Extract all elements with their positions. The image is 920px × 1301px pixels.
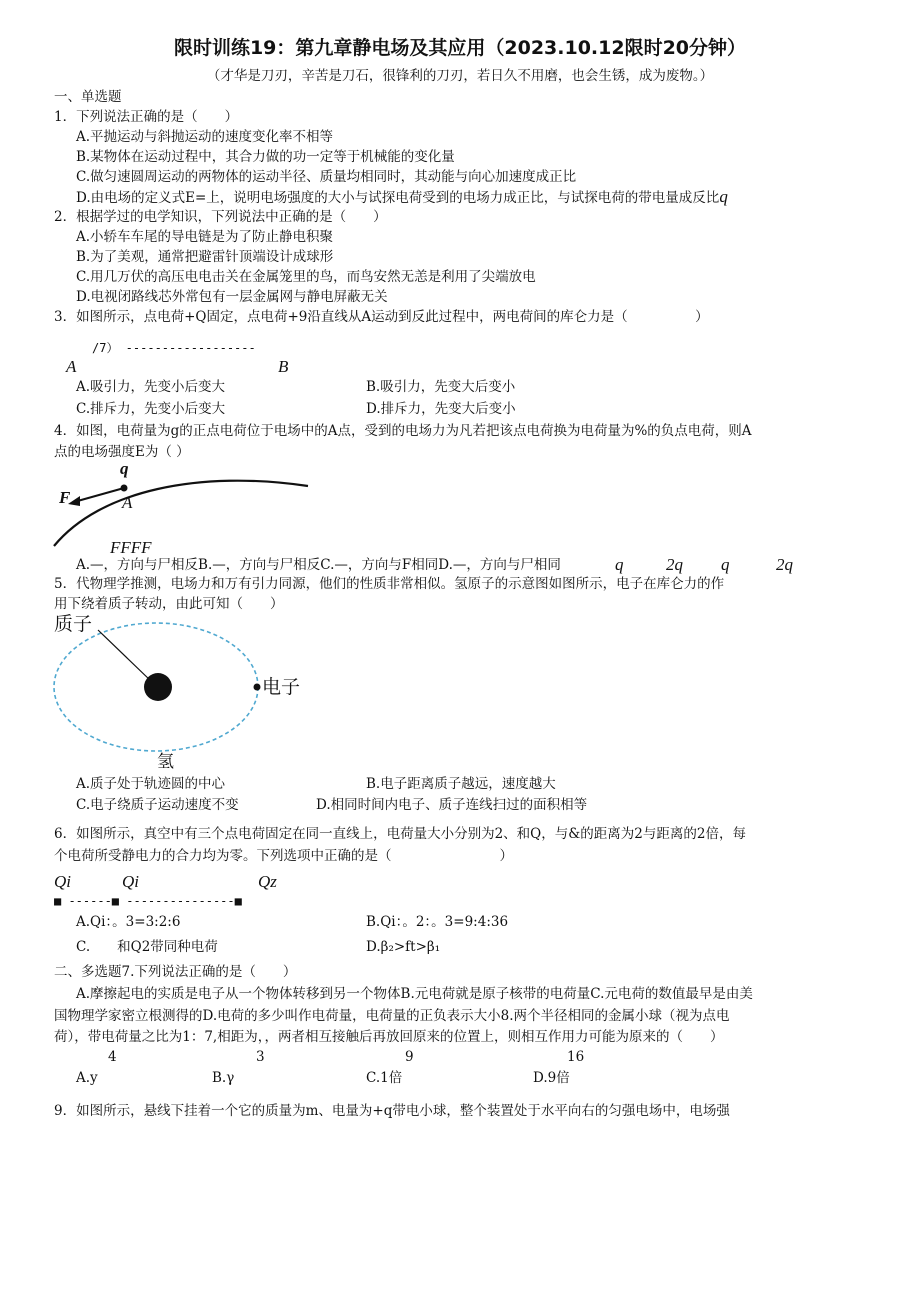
q5-option-c: C.电子绕质子运动速度不变 (76, 797, 239, 813)
q5-label-electron: 电子 (262, 676, 301, 698)
q1-stem: 1．下列说法正确的是（ ） (54, 109, 239, 125)
q5-option-d: D.相同时间内电子、质子连线扫过的面积相等 (316, 797, 588, 813)
q6-stem-cont: 个电荷所受静电力的合力均为零。下列选项中正确的是（ ） (54, 848, 513, 864)
section-heading-single-choice: 一、单选题 (54, 89, 122, 105)
q4-frac-den-4: 2q (776, 555, 793, 574)
q8-option-d: D.9倍 (533, 1070, 570, 1086)
q5-label-proton: 质子 (54, 613, 93, 635)
q8-option-a: A.y (76, 1070, 98, 1086)
q3-figure-label-a: A (66, 357, 77, 376)
q5-stem: 5．代物理学推测，电场力和万有引力同源，他们的性质非常相似。氢原子的示意图如图所示，电子在库仑力的作 (54, 576, 725, 592)
q6-option-c: C. 和Q2带同种电荷 (76, 939, 218, 955)
q1-option-a: A.平抛运动与斜抛运动的速度变化率不相等 (76, 129, 334, 145)
q5-option-a: A.质子处于轨迹圆的中心 (76, 776, 226, 792)
q9-stem: 9．如图所示，悬线下挂着一个它的质量为m、电量为+q带电小球，整个装置处于水平向右的匀强电场中，电场强 (54, 1103, 730, 1119)
q6-option-d: D.β₂>ft>β₁ (366, 939, 441, 955)
q8-option-b: B.γ (212, 1070, 235, 1086)
q4-stem: 4．如图，电荷量为g的正点电荷位于电场中的A点，受到的电场力为凡若把该点电荷换为电荷量为%的负点电荷，则A (54, 423, 752, 439)
electron-dot (254, 684, 261, 691)
q6-figure-line: ■ ------■ ---------------■ (54, 894, 242, 908)
q6-stem: 6．如图所示，真空中有三个点电荷固定在同一直线上，电荷量大小分别为2、和Q，与&的距离为2与距离的2倍，每 (54, 826, 746, 842)
q2-option-c: C.用几万伏的高压电电击关在金属笼里的鸟，而鸟安然无恙是利用了尖端放电 (76, 269, 536, 285)
q6-option-a: A.Qi：。3=3:2:6 (76, 914, 181, 930)
q6-option-b: B.Qi：。2：。3=9:4:36 (366, 914, 509, 930)
q2-option-b: B.为了美观，通常把避雷针顶端设计成球形 (76, 249, 334, 265)
q4-stem-cont: 点的电场强度E为（ ） (54, 444, 190, 460)
page-title: 限时训练19：第九章静电场及其应用（2023.10.12限时20分钟） (173, 37, 747, 59)
q3-figure-line: /7） ------------------ (92, 341, 256, 355)
q8-frac-num-d: 16 (567, 1049, 585, 1065)
q5-option-b: B.电子距离质子越远，速度越大 (366, 776, 556, 792)
q7-line-3: 荷），带电荷量之比为1：7,相距为，，两者相互接触后再放回原来的位置上，则相互作用力可能为原来的（ ） (54, 1029, 724, 1045)
q6-label-q3: Qz (258, 872, 277, 891)
q4-field-line-figure (50, 470, 310, 550)
q3-figure-label-b: B (278, 357, 289, 376)
q2-stem: 2．根据学过的电学知识，下列说法中正确的是（ ） (54, 209, 387, 225)
q3-option-b: B.吸引力，先变大后变小 (366, 379, 516, 395)
q3-stem: 3．如图所示，点电荷+Q固定，点电荷+9沿直线从A运动到反此过程中，两电荷间的库仑力是（ ） (54, 309, 709, 325)
proton-pointer-line (98, 630, 152, 682)
q4-figure-label-f: F (59, 488, 71, 507)
q2-option-d: D.电视闭路线芯外常包有一层金属网与静电屏蔽无关 (76, 289, 388, 305)
q4-figure-label-q: q (120, 459, 129, 478)
q7-line-2: 国物理学家密立根测得的D.电荷的多少叫作电荷量，电荷量的正负表示大小8.两个半径相同的金属小球（视为点电 (54, 1008, 730, 1024)
q4-frac-den-2: 2q (666, 555, 683, 574)
force-arrow (74, 488, 124, 502)
q2-option-a: A.小轿车车尾的导电链是为了防止静电积聚 (76, 229, 334, 245)
q4-figure-label-a: A (122, 493, 133, 512)
q1-option-d: D.由电场的定义式E=上，说明电场强度的大小与试探电荷受到的电场力成正比，与试探电荷的带电量成反比q (76, 187, 728, 206)
q8-option-c: C.1倍 (366, 1070, 403, 1086)
q8-frac-num-a: 4 (108, 1049, 117, 1065)
q4-frac-numerators: FFFF (110, 538, 152, 557)
q8-frac-num-b: 3 (256, 1049, 265, 1065)
q4-frac-den-1: q (615, 555, 624, 574)
q4-frac-den-3: q (721, 555, 730, 574)
q8-frac-num-c: 9 (405, 1049, 414, 1065)
q7-line-1: A.摩擦起电的实质是电子从一个物体转移到另一个物体B.元电荷就是原子核带的电荷量C.元电荷的数值最早是由美 (76, 986, 753, 1002)
q5-stem-cont: 用下绕着质子转动，由此可知（ ） (54, 596, 284, 612)
q5-figure-caption: 氢 (157, 752, 174, 772)
q1-option-c: C.做匀速圆周运动的两物体的运动半径、质量均相同时，其动能与向心加速度成正比 (76, 169, 577, 185)
q3-option-c: C.排斥力，先变小后变大 (76, 401, 226, 417)
motto: （才华是刀刃，辛苦是刀石，很锋利的刀刃，若日久不用磨，也会生锈，成为废物。） (206, 68, 714, 84)
q3-option-d: D.排斥力，先变大后变小 (366, 401, 516, 417)
proton-dot (144, 673, 172, 701)
q6-label-q1: Qi (54, 872, 71, 891)
q1-option-b: B.某物体在运动过程中，其合力做的功一定等于机械能的变化量 (76, 149, 455, 165)
q6-label-q2: Qi (122, 872, 139, 891)
q3-option-a: A.吸引力，先变小后变大 (76, 379, 226, 395)
q4-options: A.—，方向与尸相反B.—，方向与尸相反C.—，方向与F相同D.—，方向与尸相同 (76, 557, 561, 573)
field-line-curve (54, 481, 308, 546)
section-heading-multi-choice: 二、多选题7.下列说法正确的是（ ） (54, 964, 297, 980)
